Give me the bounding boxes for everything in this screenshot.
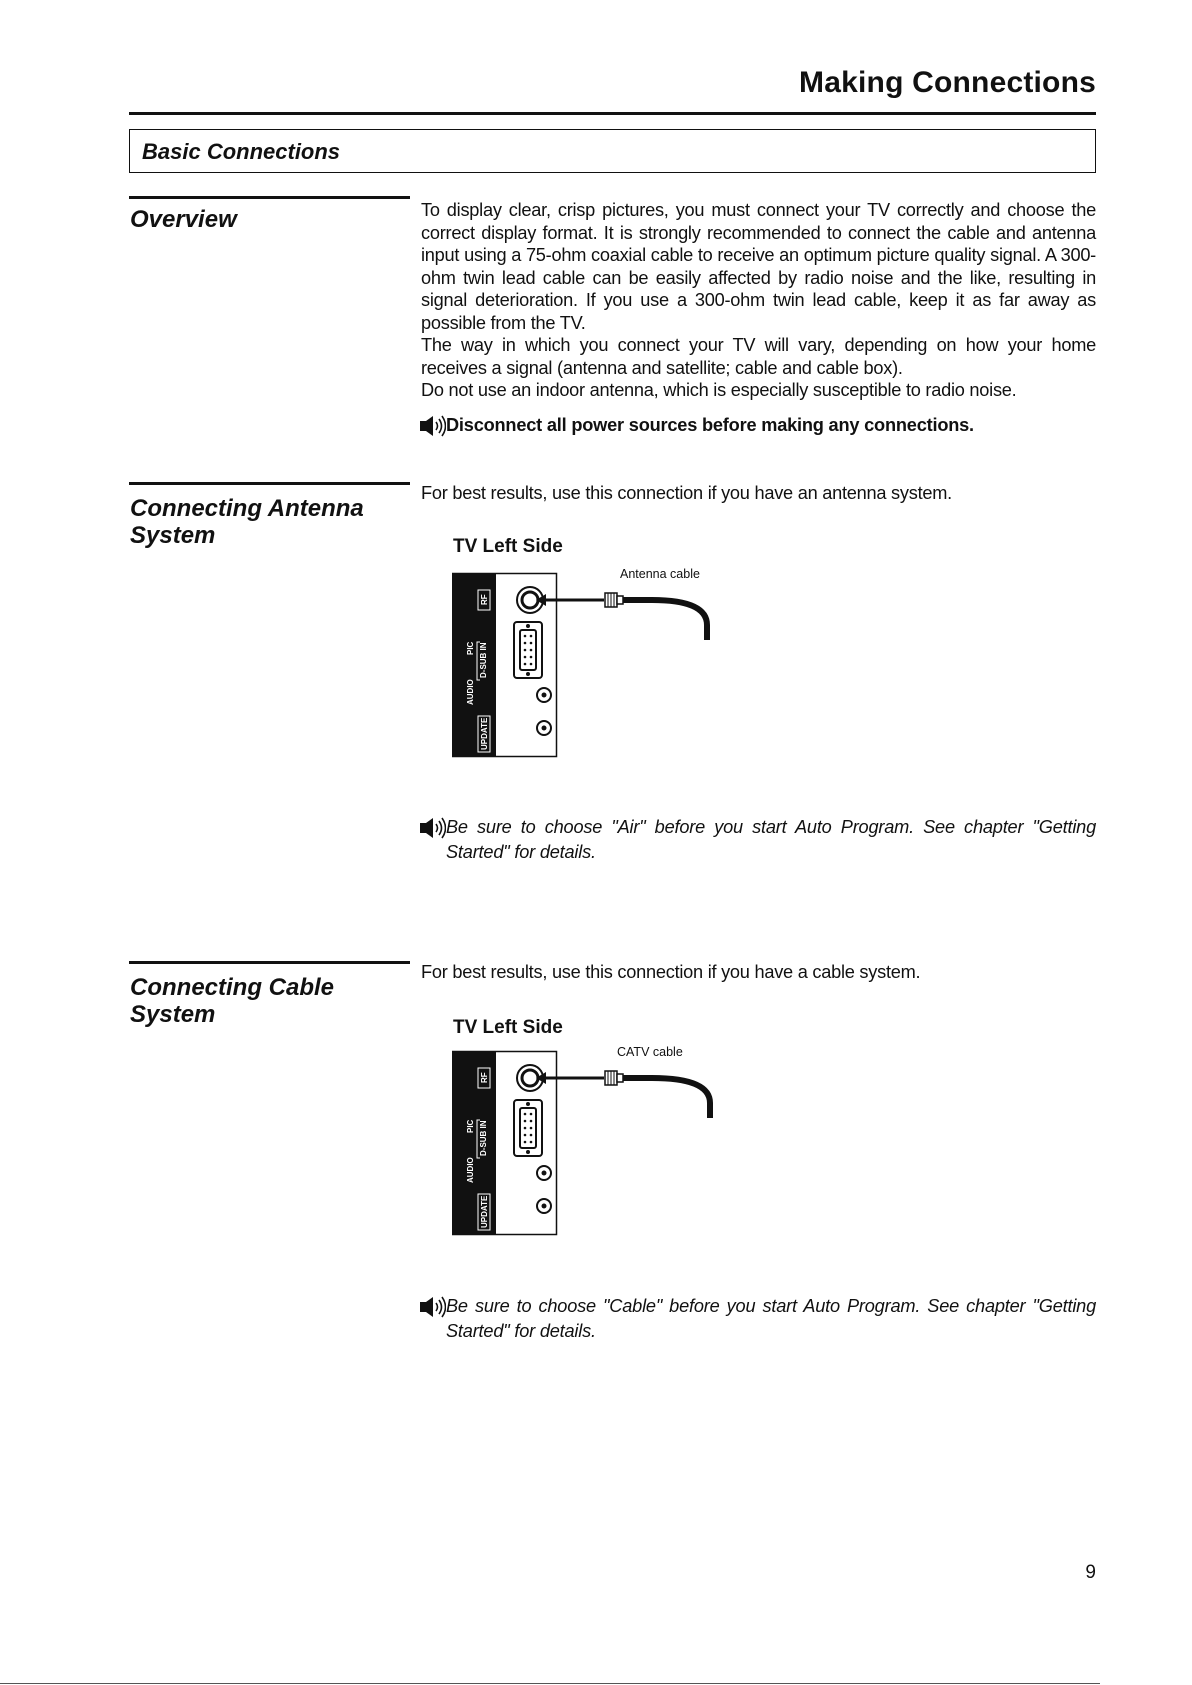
vga-port: [514, 622, 542, 678]
warning-text: Disconnect all power sources before making any connections.: [446, 415, 974, 435]
update-label: UPDATE: [480, 1195, 489, 1228]
update-jack: [537, 721, 551, 735]
cable-note-text: Be sure to choose "Cable" before you start Auto Program. See chapter "Getting Started" for details.: [446, 1296, 1096, 1341]
antenna-intro: For best results, use this connection if you have an antenna system.: [421, 483, 952, 503]
audio-label: AUDIO: [466, 1157, 475, 1183]
cable-heading-line: System: [130, 1001, 216, 1028]
panel-label-strip: [452, 1051, 496, 1235]
update-label: UPDATE: [480, 717, 489, 750]
pc-label: PIC: [466, 1119, 475, 1133]
bottom-divider: [0, 1683, 1100, 1684]
antenna-heading-line: Connecting Antenna: [130, 495, 364, 522]
antenna-cable: [536, 593, 707, 640]
cable-diagram-title: TV Left Side: [453, 1017, 563, 1038]
overview-paragraph: Do not use an indoor antenna, which is especially susceptible to radio noise.: [421, 380, 1017, 400]
overview-heading: Overview: [130, 206, 237, 233]
catv-cable-label: CATV cable: [617, 1045, 683, 1059]
update-jack: [537, 1199, 551, 1213]
catv-cable: [536, 1071, 710, 1118]
section-title: Basic Connections: [142, 139, 341, 164]
pc-label: PIC: [466, 641, 475, 655]
dsub-label: D-SUB IN: [479, 1120, 488, 1156]
antenna-diagram-title: TV Left Side: [453, 536, 563, 557]
coax-connector-icon: [605, 593, 623, 607]
antenna-divider: [129, 482, 410, 485]
overview-paragraph: The way in which you connect your TV will vary, depending on how your home receives a signal (antenna and satellite; cable and cable box).: [421, 335, 1096, 378]
cable-heading-line: Connecting Cable: [130, 974, 335, 1001]
speaker-icon: [419, 816, 446, 840]
audio-jack: [537, 688, 551, 702]
audio-label: AUDIO: [466, 679, 475, 705]
rf-label: RF: [480, 1072, 489, 1083]
coax-connector-icon: [605, 1071, 623, 1085]
cable-heading: [130, 974, 420, 1028]
speaker-icon: [419, 1295, 446, 1319]
cable-note: [419, 1294, 1096, 1344]
panel-label-strip: [452, 573, 496, 757]
antenna-heading-line: System: [130, 522, 216, 549]
vga-port: [514, 1100, 542, 1156]
antenna-connection-diagram: [452, 570, 722, 760]
title-divider: [129, 112, 1096, 115]
page-title: Making Connections: [799, 66, 1096, 99]
section-header-box: [129, 129, 1096, 173]
rf-label: RF: [480, 594, 489, 605]
cable-connection-diagram: [452, 1048, 722, 1238]
overview-paragraph: To display clear, crisp pictures, you must connect your TV correctly and choose the correct display format. It is strongly recommended to connect the cable and antenna input using a 75-ohm coaxial cable to receive an optimum picture quality signal. A 300-ohm twin lead cable can be easily affected by radio noise and the like, resulting in signal deterioration. If you use a 300-ohm twin lead cable, keep it as far away as possible from the TV.: [421, 200, 1096, 333]
audio-jack: [537, 1166, 551, 1180]
overview-divider: [129, 196, 410, 199]
antenna-note: [419, 815, 1096, 865]
antenna-note-text: Be sure to choose "Air" before you start Auto Program. See chapter "Getting Started" for details.: [446, 817, 1096, 862]
speaker-icon: [419, 414, 446, 438]
antenna-heading: [130, 495, 420, 549]
dsub-label: D-SUB IN: [479, 642, 488, 678]
antenna-cable-label: Antenna cable: [620, 567, 700, 581]
warning-note: [419, 413, 1096, 438]
overview-body: [421, 199, 1096, 402]
cable-intro: For best results, use this connection if you have a cable system.: [421, 962, 921, 982]
cable-divider: [129, 961, 410, 964]
page-number: 9: [1085, 1562, 1096, 1583]
